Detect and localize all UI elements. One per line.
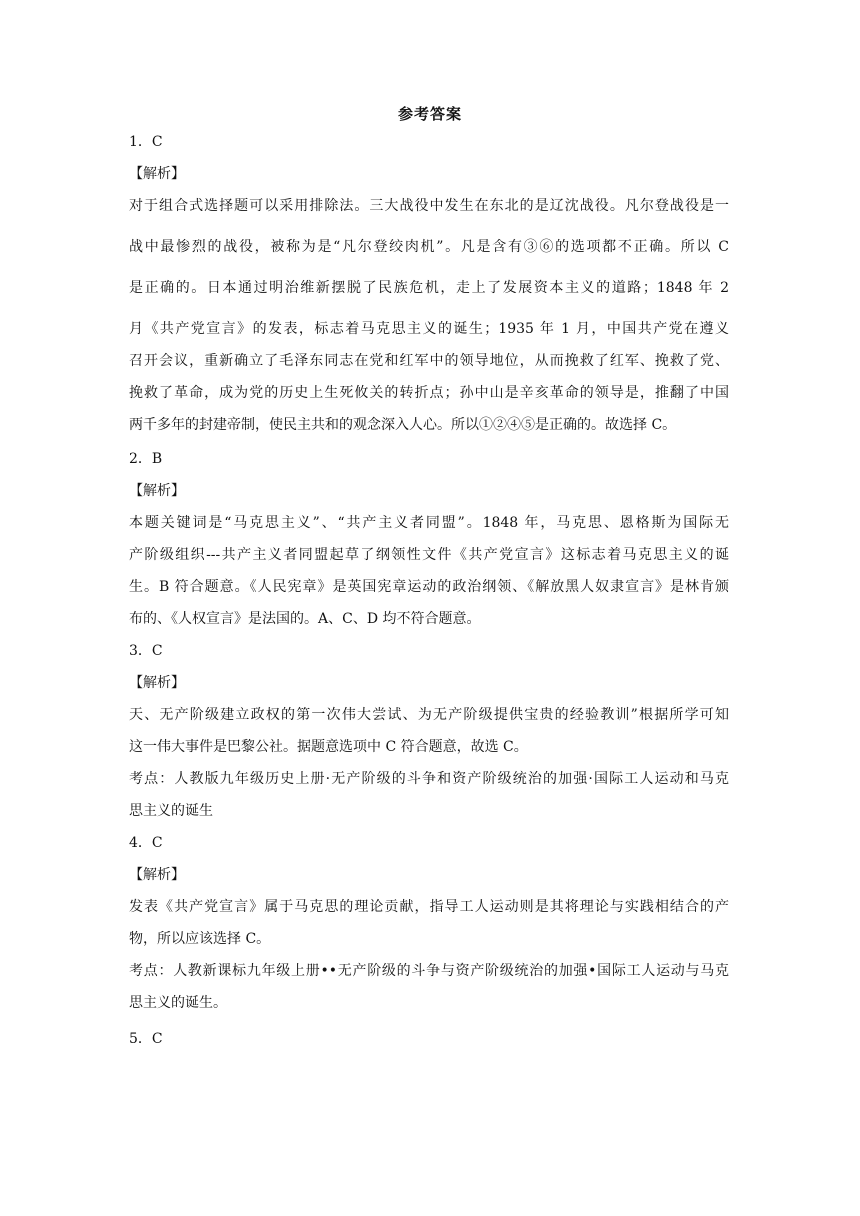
- exam-point-line: 考点：人教新课标九年级上册••无产阶级的斗争与资产阶级统治的加强•国际工人运动与马克: [129, 963, 729, 979]
- analysis-line: 生。B 符合题意。《人民宪章》是英国宪章运动的政治纲领、《解放黑人奴隶宣言》是林肯颁: [129, 579, 729, 595]
- exam-point-line: 思主义的诞生。: [129, 995, 227, 1011]
- analysis-line: 布的、《人权宣言》是法国的。A、C、D 均不符合题意。: [129, 611, 481, 627]
- analysis-line: 发表《共产党宣言》属于马克思的理论贡献，指导工人运动则是其将理论与实践相结合的产: [129, 899, 729, 915]
- analysis-line: 对于组合式选择题可以采用排除法。三大战役中发生在东北的是辽沈战役。凡尔登战役是一: [129, 198, 729, 214]
- analysis-line: 这一伟大事件是巴黎公社。据题意选项中 C 符合题意，故选 C。: [129, 739, 528, 755]
- analysis-line: 挽救了革命，成为党的历史上生死攸关的转折点；孙中山是辛亥革命的领导是，推翻了中国: [129, 385, 729, 401]
- analysis-line: 月《共产党宣言》的发表，标志着马克思主义的诞生；1935 年 1 月，中国共产党在遵义: [129, 321, 729, 337]
- analysis-line: 两千多年的封建帝制，使民主共和的观念深入人心。所以①②④⑤是正确的。故选择 C。: [129, 417, 677, 433]
- answer-number: 5．C: [129, 1031, 163, 1047]
- answer-content: [129, 132, 729, 1049]
- analysis-line: 是正确的。日本通过明治维新摆脱了民族危机，走上了发展资本主义的道路；1848 年 2: [129, 280, 729, 296]
- analysis-line: 召开会议，重新确立了毛泽东同志在党和红军中的领导地位，从而挽救了红军、挽救了党、: [129, 353, 729, 369]
- answer-number: 3．C: [129, 643, 163, 659]
- analysis-line: 本题关键词是“马克思主义”、“共产主义者同盟”。1848 年，马克思、恩格斯为国际无: [129, 515, 729, 531]
- analysis-label: 【解析】: [129, 483, 185, 499]
- analysis-line: 天、无产阶级建立政权的第一次伟大尝试、为无产阶级提供宝贵的经验教训”根据所学可知: [129, 707, 729, 723]
- answer-number: 4．C: [129, 835, 163, 851]
- analysis-line: 战中最惨烈的战役，被称为是“凡尔登绞肉机”。凡是含有③⑥的选项都不正确。所以 C: [129, 239, 729, 255]
- analysis-label: 【解析】: [129, 675, 185, 691]
- analysis-label: 【解析】: [129, 867, 185, 883]
- answer-number: 1．C: [129, 134, 163, 150]
- exam-point-line: 思主义的诞生: [129, 803, 213, 819]
- page-title: 参考答案: [397, 105, 462, 123]
- analysis-line: 物，所以应该选择 C。: [129, 931, 271, 947]
- exam-point-line: 考点：人教版九年级历史上册·无产阶级的斗争和资产阶级统治的加强·国际工人运动和马克: [129, 771, 729, 787]
- analysis-line: 产阶级组织---共产主义者同盟起草了纲领性文件《共产党宣言》这标志着马克思主义的诞: [129, 547, 729, 563]
- analysis-label: 【解析】: [129, 166, 185, 182]
- answer-number: 2．B: [129, 451, 163, 467]
